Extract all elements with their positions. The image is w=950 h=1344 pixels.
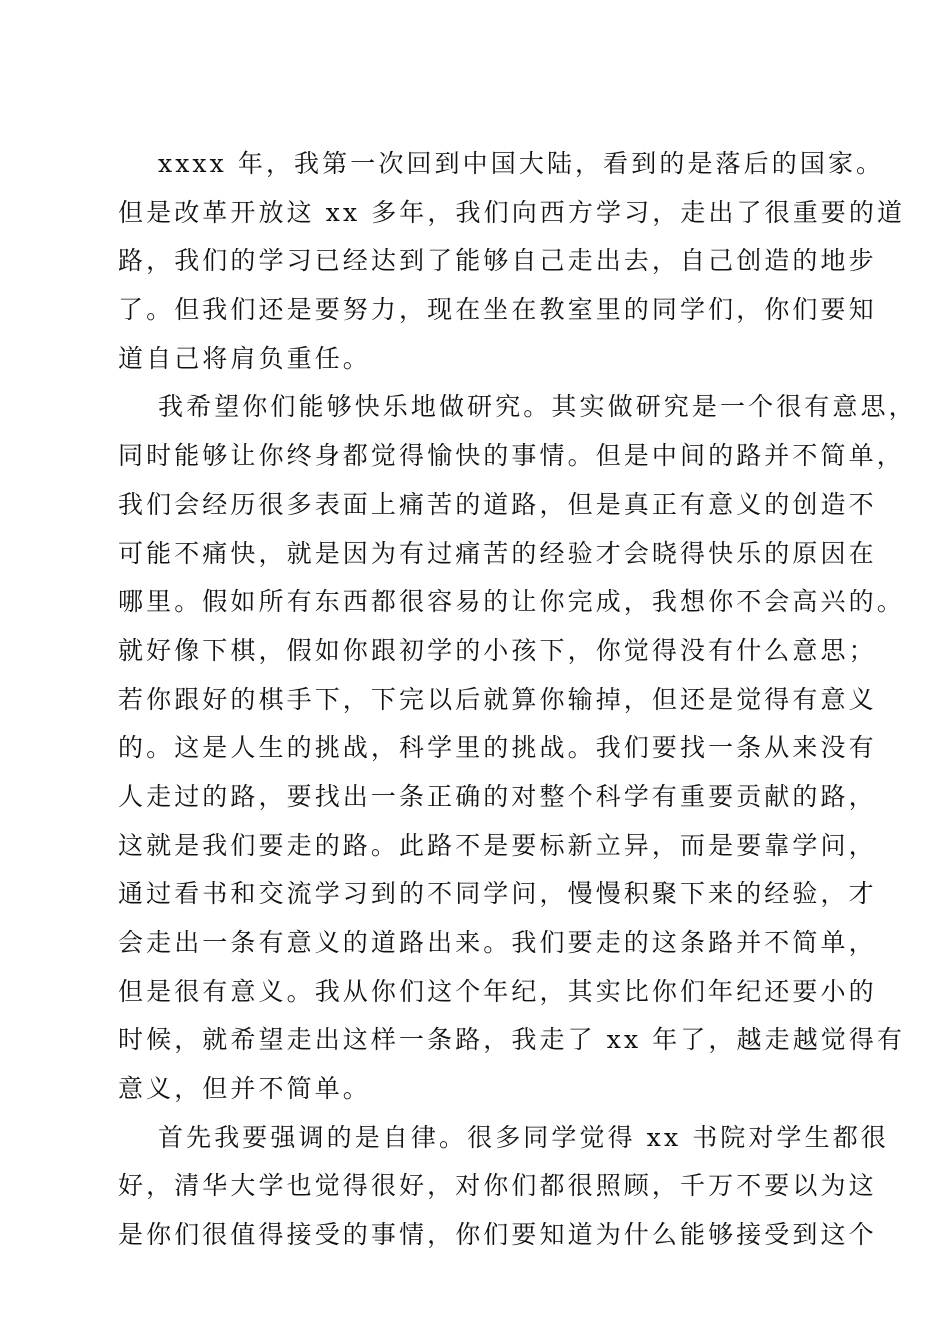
text-line: 若你跟好的棋手下，下完以后就算你输掉，但还是觉得有意义 bbox=[118, 684, 877, 714]
text-line: 可能不痛快，就是因为有过痛苦的经验才会晓得快乐的原因在 bbox=[118, 538, 877, 568]
text-line: 好，清华大学也觉得很好，对你们都很照顾，千万不要以为这 bbox=[118, 1171, 877, 1201]
text-line: 同时能够让你终身都觉得愉快的事情。但是中间的路并不简单， bbox=[118, 441, 905, 471]
text-line: 这就是我们要走的路。此路不是要标新立异，而是要靠学问， bbox=[118, 830, 877, 860]
text-line: 但是很有意义。我从你们这个年纪，其实比你们年纪还要小的 bbox=[118, 976, 877, 1006]
document-body bbox=[118, 140, 917, 1260]
text-line: 意义，但并不简单。 bbox=[118, 1074, 371, 1104]
text-line: 了。但我们还是要努力，现在坐在教室里的同学们，你们要知 bbox=[118, 295, 877, 325]
text-line: 人走过的路，要找出一条正确的对整个科学有重要贡献的路， bbox=[118, 781, 877, 811]
text-line: 路，我们的学习已经达到了能够自己走出去，自己创造的地步 bbox=[118, 246, 877, 276]
text-line: 通过看书和交流学习到的不同学问，慢慢积聚下来的经验，才 bbox=[118, 879, 877, 909]
text-line: 道自己将肩负重任。 bbox=[118, 343, 371, 373]
text-line: 的。这是人生的挑战，科学里的挑战。我们要找一条从来没有 bbox=[118, 733, 877, 763]
text-line: xxxx 年，我第一次回到中国大陆，看到的是落后的国家。 bbox=[158, 149, 885, 178]
text-line: 但是改革开放这 xx 多年，我们向西方学习，走出了很重要的道 bbox=[118, 197, 906, 227]
paragraph-3 bbox=[118, 1114, 889, 1260]
text-line: 是你们很值得接受的事情，你们要知道为什么能够接受到这个 bbox=[118, 1220, 877, 1250]
paragraph-1 bbox=[118, 140, 906, 383]
text-line: 我希望你们能够快乐地做研究。其实做研究是一个很有意思， bbox=[158, 392, 917, 422]
text-line: 我们会经历很多表面上痛苦的道路，但是真正有意义的创造不 bbox=[118, 489, 877, 519]
text-line: 首先我要强调的是自律。很多同学觉得 xx 书院对学生都很 bbox=[158, 1122, 889, 1152]
text-line: 会走出一条有意义的道路出来。我们要走的这条路并不简单， bbox=[118, 928, 877, 957]
text-line: 时候，就希望走出这样一条路，我走了 xx 年了，越走越觉得有 bbox=[118, 1025, 906, 1055]
paragraph-2 bbox=[118, 383, 917, 1113]
text-line: 哪里。假如所有东西都很容易的让你完成，我想你不会高兴的。 bbox=[118, 587, 905, 617]
text-line: 就好像下棋，假如你跟初学的小孩下，你觉得没有什么意思； bbox=[118, 635, 877, 665]
